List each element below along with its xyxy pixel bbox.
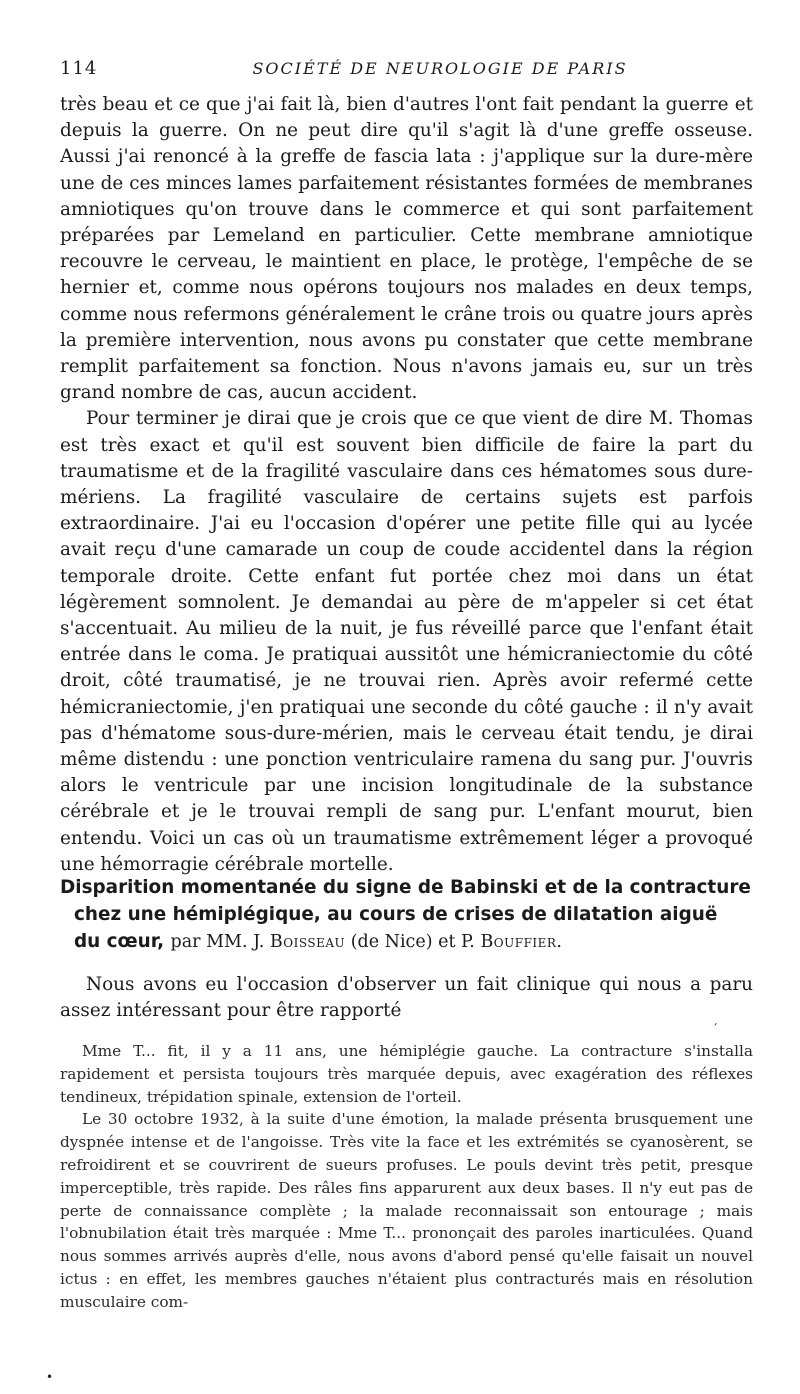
author-line	[171, 932, 563, 952]
page-number: 114	[60, 58, 98, 79]
observation-paragraph-2: Le 30 octobre 1932, à la suite d'une émotion, la malade présenta brusquement une dyspnée intense et de l'angoisse. Très vite la face et les extrémités se cyanosèrent, se refroidirent et se couvrirent de sueurs profuses. Le pouls devint très petit, presque imperceptible, très rapide. Des râles fins apparurent aux deux bases. Il n'y eut pas de perte de connaissance complète ; la malade reconnaissait son entourage ; mais l'obnubilation était très marquée : Mme T... prononçait des paroles inarticulées. Quand nous sommes arrivés auprès d'elle, nous avons d'abord pensé qu'elle faisait un nouvel ictus : en effet, les membres gauches n'étaient plus contracturés mais en résolution musculaire com-	[60, 1110, 753, 1311]
by-word: par	[170, 932, 201, 952]
title-line-1: Disparition momentanée du signe de Babinski et de la contracture	[60, 877, 751, 898]
author-1-suffix: (de Nice) et P.	[350, 932, 475, 952]
observation-paragraph-1: Mme T... fit, il y a 11 ans, une hémiplégie gauche. La contracture s'installa rapidement et persista toujours très marquée depuis, avec exagération des réflexes tendineux, trépidation spinale, extension de l'orteil.	[60, 1042, 753, 1106]
stray-mark: ˊ	[712, 1022, 718, 1036]
discussion-text	[60, 92, 753, 878]
running-title: SOCIÉTÉ DE NEUROLOGIE DE PARIS	[252, 59, 628, 78]
paragraph-continuation: très beau et ce que j'ai fait là, bien d'autres l'ont fait pendant la guerre et depuis la guerre. On ne peut dire qu'il s'agit là d'une greffe osseuse. Aussi j'ai renoncé à la greffe de fascia lata : j'applique sur la dure-mère une de ces minces lames parfaitement résistantes formées de membranes amniotiques qu'on trouve dans le commerce et qui sont parfaitement préparées par Lemeland en particulier. Cette membrane amniotique recouvre le cerveau, le maintient en place, le protège, l'empêche de se hernier et, comme nous opérons toujours nos malades en deux temps, comme nous refermons généralement le crâne trois ou quatre jours après la première intervention, nous avons pu constater que cette membrane remplit parfaitement sa fonction. Nous n'avons jamais eu, sur un très grand nombre de cas, aucun accident.	[60, 94, 753, 404]
paragraph-case-report: Pour terminer je dirai que je crois que ce que vient de dire M. Thomas est très exact et qu'il est souvent bien difficile de faire la part du traumatisme et de la fragilité vasculaire dans ces hématomes sous dure-mériens. La fragilité vasculaire de certains sujets est parfois extraordinaire. J'ai eu l'occasion d'opérer une petite fille qui au lycée avait reçu d'une camarade un coup de coude accidentel dans la région temporale droite. Cette enfant fut portée chez moi dans un état légèrement somnolent. Je demandai au père de m'appeler si cet état s'accentuait. Au milieu de la nuit, je fus réveillé parce que l'enfant était entrée dans le coma. Je pratiquai aussitôt une hémicraniectomie du côté droit, côté traumatisé, je ne trouvai rien. Après avoir refermé cette hémicraniectomie, j'en pratiquai une seconde du côté gauche : il n'y avait pas d'hématome sous-dure-mérien, mais le cerveau était tendu, je dirai même distendu : une ponction ventriculaire ramena du sang pur. J'ouvris alors le ventricule par une incision longitudinale de la substance cérébrale et je le trouvai rempli de sang pur. L'enfant mourut, bien entendu. Voici un cas où un traumatisme extrêmement léger a provoqué une hémorragie cérébrale mortelle.	[60, 408, 753, 875]
title-line-3	[60, 928, 753, 956]
ink-dot: •	[46, 1370, 54, 1384]
page-header	[60, 58, 750, 80]
article-title	[60, 874, 753, 956]
author-1: Boisseau	[269, 932, 346, 952]
title-line-3-text: du cœur,	[74, 931, 165, 952]
author-2: Bouffier.	[480, 932, 563, 952]
observation-text	[60, 1040, 753, 1314]
authors-prefix: MM. J.	[206, 932, 265, 952]
title-line-2: chez une hémiplégique, au cours de crises de dilatation aiguë	[74, 904, 718, 925]
intro-paragraph: Nous avons eu l'occasion d'observer un fait clinique qui nous a paru assez intéressant pour être rapporté	[60, 974, 753, 1022]
article-intro	[60, 972, 753, 1024]
